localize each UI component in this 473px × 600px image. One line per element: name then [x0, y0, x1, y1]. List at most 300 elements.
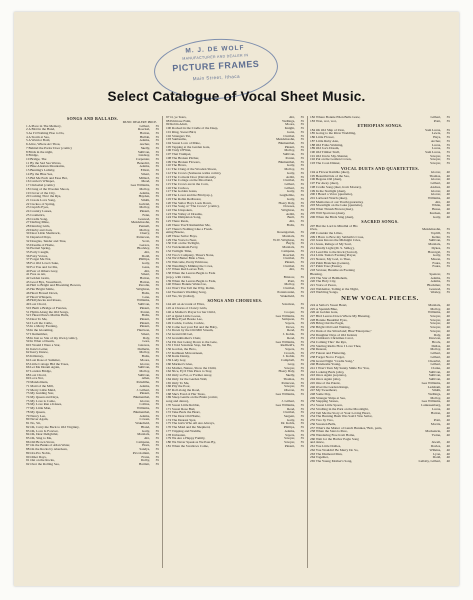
- composer: Poniatowski,: [277, 290, 295, 294]
- price: 35: [155, 314, 159, 318]
- song-title: 101 Ring, Sweet Bird,: [166, 130, 197, 134]
- song-title: 251 Sweet Little Spoon,: [310, 404, 343, 408]
- composer: Claribel,: [283, 179, 295, 183]
- composer: Sawyer,: [284, 366, 295, 370]
- catalogue-entry: [310, 460, 450, 464]
- price: 35: [446, 235, 450, 239]
- song-title: 219 The Star of Bethlehem,: [310, 276, 348, 280]
- price: 35: [300, 351, 304, 355]
- price: 35: [300, 164, 304, 168]
- price: 35: [155, 243, 159, 247]
- composer: Gatty,: [432, 254, 441, 258]
- composer: Campana,: [136, 440, 150, 444]
- song-title: 75 My Love is Come,: [26, 399, 56, 403]
- composer: Molloy,: [139, 370, 150, 374]
- composer: Adams,: [139, 384, 150, 388]
- composer: Bayly,: [286, 242, 295, 246]
- composer: Gatty,: [432, 215, 441, 219]
- price: 35: [300, 264, 304, 268]
- song-title: 131 Twickenham Ferry,: [166, 246, 199, 250]
- composer: Morris,: [430, 422, 441, 426]
- song-title: 90 Other Days,: [26, 455, 47, 459]
- price: 35: [446, 246, 450, 250]
- composer: Faure,: [432, 265, 441, 269]
- composer: Fenn,: [142, 213, 150, 217]
- song-title: 184 Oh Old Ship of Zion,: [310, 128, 345, 132]
- composer: Faure,: [432, 261, 441, 265]
- price: 35: [300, 344, 304, 348]
- song-title: 215 Nearer, My God, to Thee,: [310, 258, 351, 261]
- song-title: 160 Mariner's Glee,: [166, 362, 193, 366]
- song-title: 142 Yeoman's Wedding Song,: [166, 290, 207, 294]
- catalogue-entry: [166, 445, 304, 449]
- price: 40: [446, 208, 450, 212]
- price: 35: [155, 154, 159, 158]
- price: 35: [155, 299, 159, 303]
- song-title: 180 We Never Speak as We Pass By,: [166, 441, 216, 444]
- song-title: 171 Sweet Rose Bud,: [166, 407, 196, 411]
- price: 35: [155, 132, 159, 136]
- price: 35: [300, 348, 304, 352]
- song-title: 255 Two by Two,: [310, 419, 334, 423]
- composer: Moore,: [285, 123, 295, 127]
- price: 35: [155, 158, 159, 162]
- song-title: 190 Old Timber Stuff,: [310, 150, 341, 154]
- song-title: 257 What's the Matter of Lunch Bunnies,"Bob, parts,: [310, 426, 383, 430]
- song-title: 89 Ora Pro Nobis,: [26, 451, 51, 455]
- song-title: 54 I Left the Cattle,: [26, 321, 53, 325]
- composer: Pinsuti,: [139, 392, 150, 396]
- composer: Gilbert,: [284, 186, 295, 190]
- composer: Mason,: [430, 258, 441, 261]
- composer: Sawyer,: [284, 385, 295, 389]
- song-title: 165 Only To Me,: [166, 381, 190, 385]
- composer: Parodie,: [138, 284, 150, 288]
- song-title: 207 But the Lord is Mindful of His: [310, 224, 358, 228]
- composer: Abt,: [144, 269, 150, 273]
- song-title: 259 Wandering Free from Home,: [310, 433, 355, 437]
- composer: Hoary Daly,: [278, 370, 295, 374]
- composer: Glover,: [430, 171, 441, 174]
- song-title: 229 Bring Out the Eagle,: [310, 322, 344, 326]
- song-title: 113 The Convent Door (Devotional),: [166, 175, 217, 179]
- song-title: 30 Dear Little Shamrock,: [26, 232, 61, 236]
- price: 35: [155, 284, 159, 288]
- stamp-line-3: PICTURE FRAMES: [172, 58, 260, 74]
- song-title: 56 In the Gloaming,: [26, 329, 54, 333]
- price: 40: [446, 307, 450, 311]
- composer: Cooper,: [284, 310, 295, 314]
- song-title: 146 A Mother's Prayer for her Child,: [166, 310, 216, 314]
- song-title: 8 Birds in the night,: [26, 150, 54, 154]
- song-title: 105 Tapping at the Garden Gate,: [166, 145, 211, 149]
- price: 35: [300, 205, 304, 209]
- composer: Lucas,: [432, 407, 441, 411]
- composer: Abt,: [144, 251, 150, 255]
- song-title: 17 Chrisabel (comic): [26, 184, 55, 188]
- composer: Crouch,: [284, 351, 295, 355]
- price: 35: [300, 388, 304, 392]
- song-title: 221 Voice of Peace,: [310, 284, 337, 288]
- price: 35: [446, 128, 450, 132]
- price: 35: [155, 340, 159, 344]
- price: 35: [300, 127, 304, 131]
- song-title: 264 Together,: [310, 456, 329, 460]
- song-title: 122 The Unspoken,: [166, 208, 193, 212]
- price: 35: [446, 250, 450, 254]
- song-title: 40 Fear of Others Grey,: [26, 269, 59, 273]
- composer: Pinsuti,: [139, 210, 150, 214]
- composer: W.W. Wrighton,: [273, 238, 295, 242]
- price: 35: [446, 228, 450, 232]
- price: 40: [446, 419, 450, 423]
- price: 35: [446, 150, 450, 154]
- song-title: 63 Killarney,: [26, 355, 44, 359]
- song-title: 140 Where Bonnie Wales Lie,: [166, 283, 207, 287]
- price: 35: [300, 322, 304, 325]
- song-title: 44 Hail to Bright and Blooming Bowers,: [26, 284, 82, 288]
- price: 35: [300, 138, 304, 142]
- composer: Sawyer,: [430, 158, 441, 162]
- section-heading: VOCAL DUETS AND QUARTETTES.: [340, 165, 420, 171]
- song-title: 258 When the Stars is Pure,: [310, 430, 348, 434]
- song-title: 252 Strolling in the Park on the Moonlight,: [310, 407, 369, 411]
- composer: Knight,: [284, 127, 295, 131]
- song-title: 34 Eternal Spring,: [26, 247, 51, 251]
- composer: Pennell,: [138, 224, 150, 228]
- price: 40: [446, 411, 450, 415]
- price: 35: [155, 265, 159, 269]
- price: 35: [155, 146, 159, 150]
- price: 35: [155, 462, 159, 466]
- price: 35: [155, 358, 159, 362]
- composer: Molloy,: [284, 168, 295, 172]
- song-title: 218 Saviour, Breathe an Evening: [310, 269, 355, 273]
- song-title: 143 Yes, Sir (ballad),: [166, 294, 195, 298]
- price: 40: [446, 178, 450, 182]
- song-title: 253 Tell Me the Story of Your Loving Heart,: [310, 411, 371, 415]
- composer: Molloy,: [139, 228, 150, 232]
- price: 40: [446, 381, 450, 385]
- price: 35: [155, 228, 159, 232]
- composer: Campana,: [281, 249, 295, 253]
- price: 35: [155, 288, 159, 292]
- song-title: 187 Little Ruby Ann,: [310, 139, 339, 143]
- composer: Gabriel,: [138, 202, 150, 206]
- song-title: 20 Coming Thro' the Rye,: [26, 195, 62, 199]
- price: 40: [446, 185, 450, 189]
- composer: Sawyer,: [284, 441, 295, 444]
- song-title: 244 Once Again (alto),: [310, 378, 342, 382]
- song-title: 87 On the Banks of Allan Water,: [26, 444, 71, 448]
- song-title: 149 Cackle, Cackle, Cackle,: [166, 322, 205, 325]
- song-title: 181 When the Swallows Come,: [166, 444, 209, 448]
- price: 35: [300, 377, 304, 381]
- composer: Jewell,: [431, 441, 441, 445]
- price: 35: [300, 201, 304, 205]
- composer: Ganz,: [286, 130, 295, 134]
- composer: Pinsuti,: [139, 321, 150, 325]
- song-title: 238 Forget Not to Forget,: [310, 355, 345, 359]
- composer: Mendelssohn,: [276, 138, 295, 142]
- price: 35: [300, 268, 304, 272]
- composer: Sawyer,: [430, 162, 441, 166]
- composer: Redfield's,: [280, 344, 295, 348]
- price: 40: [446, 367, 450, 370]
- price: 35: [155, 150, 159, 154]
- price: 40: [446, 430, 450, 434]
- song-title: 4 A Storm at Sea,: [26, 135, 50, 139]
- composer: Claribel,: [283, 134, 295, 138]
- price: 40: [446, 378, 450, 382]
- price: 35: [300, 186, 304, 190]
- composer: Twine,: [431, 433, 441, 437]
- price: 35: [446, 272, 450, 276]
- composer: Brock,: [431, 340, 441, 344]
- composer: Wrighton,: [136, 288, 150, 292]
- composer: Glover,: [139, 399, 150, 403]
- composer: Sullivan,: [282, 153, 295, 157]
- song-title: 120 The Sailor Boys Look Down,: [166, 201, 212, 205]
- composer: Hullah,: [139, 135, 150, 139]
- composer: Piccolomini,: [132, 451, 150, 455]
- composer: Clarke,: [431, 367, 441, 370]
- price: 35: [300, 329, 304, 333]
- price: 35: [300, 426, 304, 430]
- composer: Smart,: [141, 273, 150, 277]
- composer: Pinsuti,: [284, 261, 295, 265]
- price: 35: [155, 139, 159, 143]
- song-title: 58 In Just so Site of my Own (comic),: [26, 336, 78, 340]
- song-title: 28 Dancing Girls,: [26, 224, 51, 228]
- price: 35: [155, 370, 159, 374]
- price: 40: [446, 415, 450, 419]
- section-heading: SONGS AND BALLADS.: [66, 116, 119, 121]
- price: 35: [155, 180, 159, 184]
- composer: Dufferin,: [137, 347, 150, 351]
- price: 35: [155, 306, 159, 310]
- composer: Smart,: [141, 332, 150, 336]
- song-title: 133 Two's Company, Three's None,: [166, 253, 215, 257]
- song-title: 77 My Little Man,: [26, 407, 52, 411]
- song-title: 136 Wendling's Milking the Cows,: [166, 264, 214, 268]
- price: 35: [155, 414, 159, 418]
- song-title: 123 The Valley of Dreams,: [166, 212, 203, 216]
- song-title: 189 Old Joe's Dream,: [310, 147, 340, 151]
- composer: Lewis,: [431, 132, 441, 136]
- composer: Sullivan,: [137, 373, 150, 377]
- song-title: 92 Over the Rolling Sea,: [26, 462, 60, 466]
- song-title: 205 Will Sparrows (duet),: [310, 211, 346, 215]
- song-title: 153 Grandmother's Chair,: [166, 336, 202, 340]
- song-title: 42 Golden Grain,: [26, 277, 50, 281]
- price: 35: [300, 279, 304, 283]
- song-title: 174 The Dearest Spot,: [166, 418, 197, 422]
- song-title: 196 Begone Old (duet),: [310, 178, 343, 182]
- song-title: 68 Lost Chord,: [26, 373, 47, 377]
- composer: Mendelssohn,: [422, 228, 441, 232]
- song-title: 245 One of the Patent,: [310, 381, 341, 385]
- song-title: 214 Little Tonia's Evening Prayer,: [310, 254, 357, 258]
- composer: Wilkins,: [429, 448, 441, 452]
- composer: Molloy,: [139, 206, 150, 210]
- song-title: 170 Sweet Little Robbie,: [166, 403, 200, 407]
- price: 35: [155, 291, 159, 295]
- song-title: 206 When the Birds Sing (duet),: [310, 215, 355, 219]
- composer: Rosengarten,: [277, 231, 295, 235]
- composer: Gilbert,: [430, 363, 441, 367]
- composer: Sandys,: [139, 448, 150, 452]
- price: 35: [446, 284, 450, 288]
- price: 35: [300, 179, 304, 183]
- song-title: 18 Clang of the Wooden Shoon,: [26, 187, 70, 191]
- composer: Hatton,: [139, 277, 150, 281]
- song-title: 100 Rocked in the Cradle of the Deep,: [166, 127, 219, 131]
- price: 35: [155, 206, 159, 210]
- song-title: 6 Alice, Where Art Thou,: [26, 143, 61, 147]
- price: 35: [300, 325, 304, 329]
- song-title: 247 My Sweetheart,: [310, 389, 338, 393]
- price: 35: [300, 444, 304, 448]
- price: 40: [446, 211, 450, 215]
- price: 35: [155, 247, 159, 251]
- song-title: 11 By the Sad Sea Waves,: [26, 161, 62, 165]
- composer: Thomas,: [429, 174, 441, 178]
- price: 35: [155, 388, 159, 392]
- composer: Glover,: [139, 362, 150, 366]
- price: 35: [300, 407, 304, 411]
- song-title: 234 Coming Thro' the Rye,: [310, 340, 347, 344]
- composer: Oberon,: [283, 388, 295, 392]
- song-title: 25 Cosmetics,: [26, 213, 46, 217]
- song-title: 64 Last Rose of Summer,: [26, 358, 61, 362]
- price: 35: [155, 224, 159, 228]
- song-title: 55 In a Merry Evening,: [26, 325, 58, 329]
- stamp-line-1: M. J. DE WOLF: [185, 44, 245, 55]
- song-title: 208 Consider the Lilies,: [310, 231, 343, 235]
- composer: Hatton,: [139, 132, 150, 136]
- composer: Davies,: [430, 445, 441, 449]
- price: 35: [300, 275, 304, 279]
- composer: Blumenthal,: [278, 160, 295, 164]
- price: 40: [446, 303, 450, 307]
- price: 35: [300, 418, 304, 422]
- price: 35: [155, 202, 159, 206]
- song-title: 195 Beautiful Isle of the Sea,: [310, 174, 350, 178]
- song-title: 164 Only for the Garden Wall,: [166, 377, 208, 381]
- song-title: 217 Palm Tree (Easter),: [310, 265, 343, 269]
- price: 35: [155, 451, 159, 455]
- song-title: 204 What Thrush Brown (duet),: [310, 208, 354, 212]
- price: 35: [300, 403, 304, 407]
- song-title: 242 Looking Back (alto),: [310, 370, 345, 374]
- song-title: 128 Three Sailor Boys,: [166, 235, 198, 238]
- composer: Elliott,: [140, 169, 150, 173]
- price: 35: [155, 347, 159, 351]
- price: 35: [155, 433, 159, 437]
- composer: Campbell,: [280, 359, 295, 363]
- price: 35: [155, 191, 159, 195]
- price: 35: [446, 265, 450, 269]
- composer: Daly,: [142, 336, 150, 340]
- composer: Blumenthal,: [133, 410, 150, 414]
- price: 35: [155, 232, 159, 236]
- composer: Spencer,: [429, 272, 441, 276]
- price: 40: [446, 352, 450, 356]
- song-title: 98 Primrose Faint,: [166, 119, 192, 123]
- price: 35: [300, 294, 304, 298]
- song-title: 182 Where Bonnie Ellen Bells Grew,: [310, 116, 361, 119]
- composer: Williams,: [136, 299, 150, 303]
- price: 35: [446, 132, 450, 136]
- price: 35: [155, 251, 159, 255]
- song-title: 246 Over the Garden Range,: [310, 385, 349, 389]
- composer: Abt,: [435, 200, 441, 204]
- song-title: 139 When the Leaves Begin to Fade,: [166, 279, 217, 283]
- price: 40: [446, 326, 450, 330]
- price: 40: [446, 363, 450, 367]
- composer: Patterson,: [281, 381, 295, 385]
- song-title: 70 Mandolinata,: [26, 381, 49, 385]
- composer: Blockley,: [137, 247, 150, 251]
- song-title: 72 Merry Little Maid,: [26, 388, 56, 392]
- song-title: 31 Departed Days,: [26, 236, 52, 240]
- song-title: 82 Oh, Carry me Back to Old Virginny,: [26, 425, 80, 429]
- composer: Gatty,: [286, 197, 295, 201]
- song-title: 74 My Queen and Days,: [26, 396, 60, 400]
- price: 35: [446, 158, 450, 162]
- song-title: 115 The Crows are in the Corn,: [166, 182, 209, 186]
- composer: Molloy,: [139, 351, 150, 355]
- composer: Phillips,: [283, 426, 295, 430]
- composer: Wellings,: [428, 393, 441, 397]
- composer: Pinsuti,: [284, 444, 295, 448]
- composer: Blumenthal,: [278, 142, 295, 146]
- song-title: 210 Jesus Knows the Midnight Cries,: [310, 239, 361, 243]
- price: 40: [446, 333, 450, 337]
- composer: Millard,: [138, 176, 150, 180]
- price: 35: [155, 448, 159, 452]
- section-heading: NEW VOCAL PIECES.: [341, 295, 419, 303]
- song-title: 16 Carrier's Whisper,: [26, 180, 55, 184]
- composer: Gee Williams,: [421, 400, 441, 404]
- composer: Adams,: [139, 191, 150, 195]
- song-title: 59 In What a Dream,: [26, 340, 55, 344]
- composer: Gerace,: [139, 243, 150, 247]
- price: 35: [300, 287, 304, 291]
- composer: Pinsuti,: [139, 325, 150, 329]
- song-title: 106 Truly O'Flinn,: [166, 149, 192, 153]
- composer: Gilbert,: [430, 355, 441, 359]
- composer: Arditi,: [286, 212, 295, 216]
- composer: Skelly,: [285, 374, 295, 378]
- price: 35: [155, 440, 159, 444]
- price: 35: [155, 169, 159, 173]
- composer: Dodd,: [141, 254, 150, 258]
- song-title: 222 Waldemar, Toiling at the Night,: [310, 287, 359, 291]
- song-title: 163 Only so Far, or Farther Away,: [166, 374, 213, 378]
- price: 40: [446, 355, 450, 359]
- price: 35: [155, 392, 159, 396]
- stamp-line-4: Main Street, Ithaca: [192, 73, 241, 82]
- price: 35: [300, 340, 304, 344]
- song-title: 67 London Bridge,: [26, 370, 52, 374]
- composer: Adams,: [284, 429, 295, 433]
- composer: Wellings,: [282, 119, 295, 123]
- price: 35: [300, 414, 304, 418]
- song-title: 199 In the Starlight (duet),: [310, 189, 347, 193]
- composer: Gee Williams,: [275, 314, 295, 318]
